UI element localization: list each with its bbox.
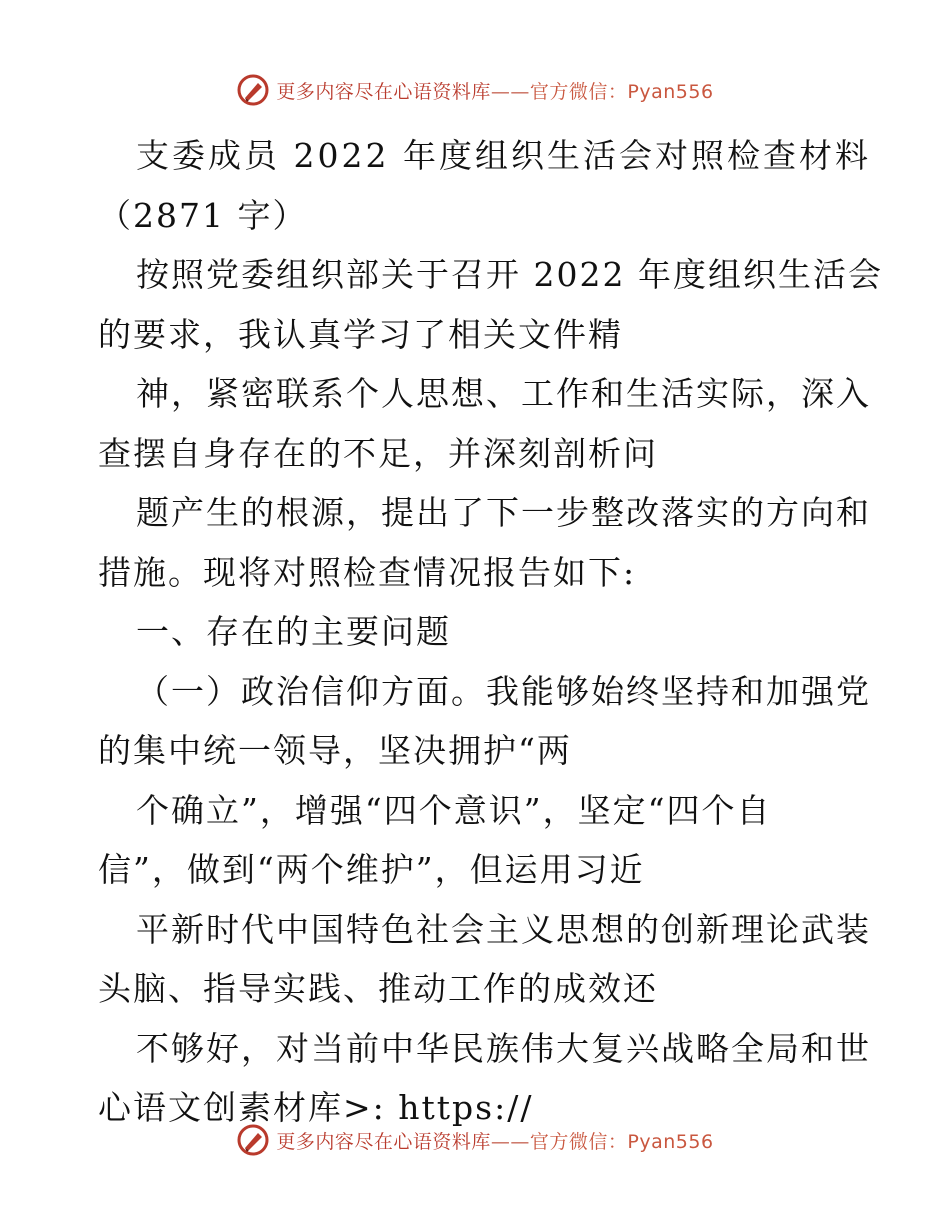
pen-logo-icon: [236, 1123, 270, 1157]
header-banner-separator: ——: [490, 80, 530, 103]
header-banner-account: 官方微信：Pyan556: [529, 80, 714, 103]
footer-banner-account: 官方微信：Pyan556: [529, 1130, 714, 1153]
footer-banner: [0, 1120, 950, 1160]
pen-logo-icon: [236, 73, 270, 107]
doc-line: 不够好，对当前中华民族伟大复兴战略全局和世: [136, 1028, 871, 1068]
header-banner-title: 更多内容尽在心语资料库: [276, 80, 491, 103]
doc-title: 支委成员 2022 年度组织生活会对照检查材料: [136, 136, 871, 175]
doc-line: 平新时代中国特色社会主义思想的创新理论武装: [136, 909, 871, 949]
doc-line: 的要求，我认真学习了相关文件精: [98, 314, 623, 354]
doc-title-wordcount: （2871 字）: [98, 195, 308, 235]
header-banner-text: [276, 77, 713, 104]
doc-line: 神，紧密联系个人思想、工作和生活实际，深入: [136, 374, 871, 413]
doc-line: 措施。现将对照检查情况报告如下:: [98, 552, 637, 592]
document-body: [98, 126, 883, 1138]
doc-line: 按照党委组织部关于召开 2022 年度组织生活会: [136, 255, 883, 294]
footer-banner-text: [276, 1127, 713, 1154]
header-banner: [0, 70, 950, 110]
doc-line: 信”，做到“两个维护”，但运用习近: [98, 850, 645, 889]
doc-line: 查摆自身存在的不足，并深刻剖析问: [98, 433, 658, 473]
doc-line: 个确立”，增强“四个意识”，坚定“四个自: [136, 790, 772, 830]
doc-line: （一）政治信仰方面。我能够始终坚持和加强党: [136, 671, 871, 711]
doc-line: 的集中统一领导，坚决拥护“两: [98, 731, 572, 770]
doc-line: 题产生的根源，提出了下一步整改落实的方向和: [136, 493, 871, 532]
section-heading: 一、存在的主要问题: [136, 612, 451, 651]
footer-banner-title: 更多内容尽在心语资料库: [276, 1130, 491, 1153]
footer-banner-separator: ——: [490, 1130, 530, 1153]
doc-line-source: 心语文创素材库>: https://: [98, 1088, 534, 1127]
doc-line: 头脑、指导实践、推动工作的成效还: [98, 969, 658, 1008]
